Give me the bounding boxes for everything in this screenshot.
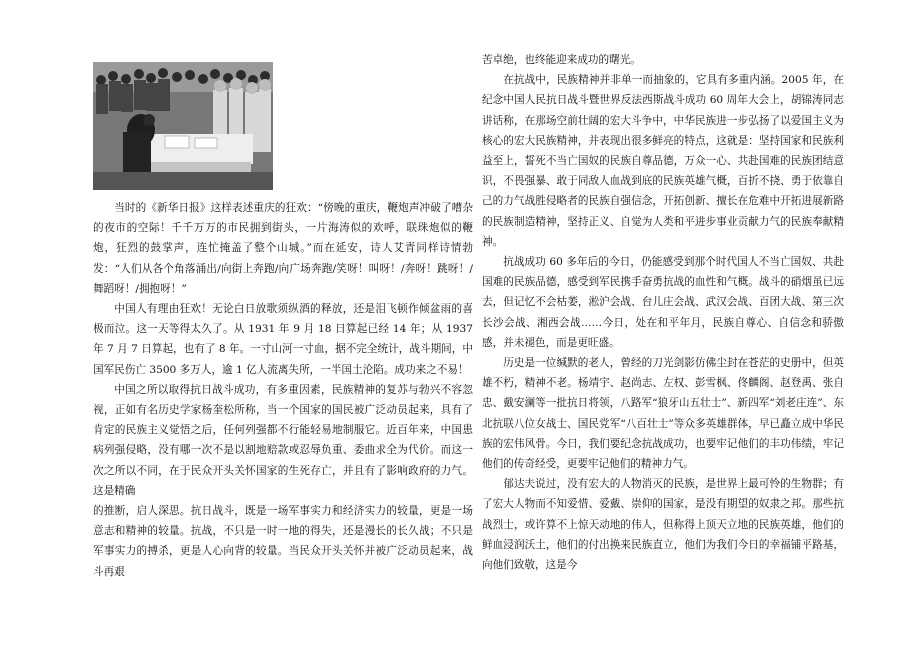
right-column	[482, 50, 844, 575]
paragraph-xinhua-celebration: 当时的《新华日报》这样表述重庆的狂欢：“傍晚的重庆，鞭炮声冲破了嘈杂的夜市的空际！千千万万的市民拥到街头，一片海涛似的欢呼，联珠炮似的鞭炮，狂烈的鼓掌声，连忙掩盖了整个山城。”而在延安，诗人艾青同样诗情勃发：“人们从各个角落涌出/向街上奔跑/向广场奔跑/笑呀！叫呀！/奔呀！跳呀！/舞蹈呀！/拥抱呀！”	[93, 202, 473, 295]
left-column	[93, 198, 473, 582]
paragraph-history-heroes: 历史是一位缄默的老人，曾经的刀光剑影仿佛尘封在苍茫的史册中，但英雄不朽，精神不老。杨靖宇、赵尚志、左权、彭雪枫、佟麟阁、赵登禹、张自忠、戴安澜等一批抗日将领，八路军“狼牙山五壮士”、新四军“刘老庄连”、东北抗联八位女战士、国民党军“八百壮士”等众多英雄群体，早已矗立成中华民族的宏伟风骨。今日，我们要纪念抗战成功，也要牢记他们的丰功伟绩，牢记他们的传奇经受，更要牢记他们的精神力气。	[482, 357, 844, 471]
historical-photo	[93, 62, 273, 190]
paragraph-sixty-years-later: 抗战成功 60 多年后的今日，仍能感受到那个时代国人不当亡国奴、共赴国难的民族品德，感受到军民携手奋勇抗战的血性和气概。战斗的硝烟虽已远去，但记忆不会枯萎，淞沪会战、台儿庄会战、武汉会战、百团大战、第三次长沙会战、湘西会战……今日，处在和平年月，民族自尊心、自信念和骄傲感，并未褪色，而是更旺盛。	[482, 256, 844, 349]
paragraph-yu-dafu-quote: 郁达夫说过，没有宏大的人物消灭的民族，是世界上最可怜的生物群；有了宏大人物而不知爱惜、爱戴、崇仰的国家，是没有期望的奴隶之邦。那些抗战烈士，或许算不上惊天动地的伟人，但称得上顶天立地的民族英雄，他们的鲜血浸润沃土，他们的付出换来民族直立，他们为我们今日的幸福铺平路基，向他们致敬，这是今	[482, 478, 844, 572]
paragraph-will-and-spirit: 的推断，启人深思。抗日战斗，既是一场军事实力和经济实力的较量，更是一场意志和精神的较量。抗战，不只是一时一地的得失，还是漫长的长久战；不只是军事实力的搏杀，更是人心向背的较量。当民众开头关怀并被广泛动员起来，战斗再艰	[93, 505, 473, 578]
paragraph-national-spirit: 中国之所以取得抗日战斗成功，有多重因素，民族精神的复苏与勃兴不容忽视，正如有名历史学家杨奎松所称，当一个国家的国民被广泛动员起来，具有了肯定的民族主义觉悟之后，任何列强都不行能轻易地制服它。近百年来，中国患病列强侵略，没有哪一次不是以割地赔款或忍辱负重、委曲求全为代价。而这一次之所以不同，在于民众开头关怀国家的生死存亡，并且有了影响政府的力气。这是精确	[93, 383, 473, 497]
surrender-signing-photo-icon	[93, 62, 273, 190]
paragraph-spirit-connotations: 在抗战中，民族精神并非单一而抽象的，它具有多重内涵。2005 年，在纪念中国人民抗日战斗暨世界反法西斯战斗成功 60 周年大会上，胡锦涛同志讲话称，在那场空前壮阔的宏大斗争中，中华民族进一步弘扬了以爱国主义为核心的宏大民族精神，并表现出很多鲜亮的特点，这就是：坚持国家和民族利益至上，誓死不当亡国奴的民族自尊品德，万众一心、共赴国难的民族团结意识，不畏强暴、敢于同敌人血战到底的民族英雄气概，百折不挠、勇于依靠自己的力气战胜侵略者的民族自强信念，开拓创新、擅长在危难中开拓进展新路的民族制造精神，坚持正义、自觉为人类和平进步事业贡献力气的民族奉献精神。	[482, 74, 844, 248]
paragraph-continuation: 苦卓绝，也终能迎来成功的曙光。	[482, 54, 641, 66]
paragraph-reason-to-celebrate: 中国人有理由狂欢！无论白日放歌须纵酒的释放，还是泪飞顿作倾盆雨的喜极而泣。这一天等得太久了。从 1931 年 9 月 18 日算起已经 14 年；从 1937 年 7 月 7 日算起，也有了 8 年。一寸山河一寸血，据不完全统计，战斗期间，中国军民伤亡 3500 多万人，逾 1 亿人流离失所，一半国土沦陷。成功来之不易！	[93, 303, 473, 376]
